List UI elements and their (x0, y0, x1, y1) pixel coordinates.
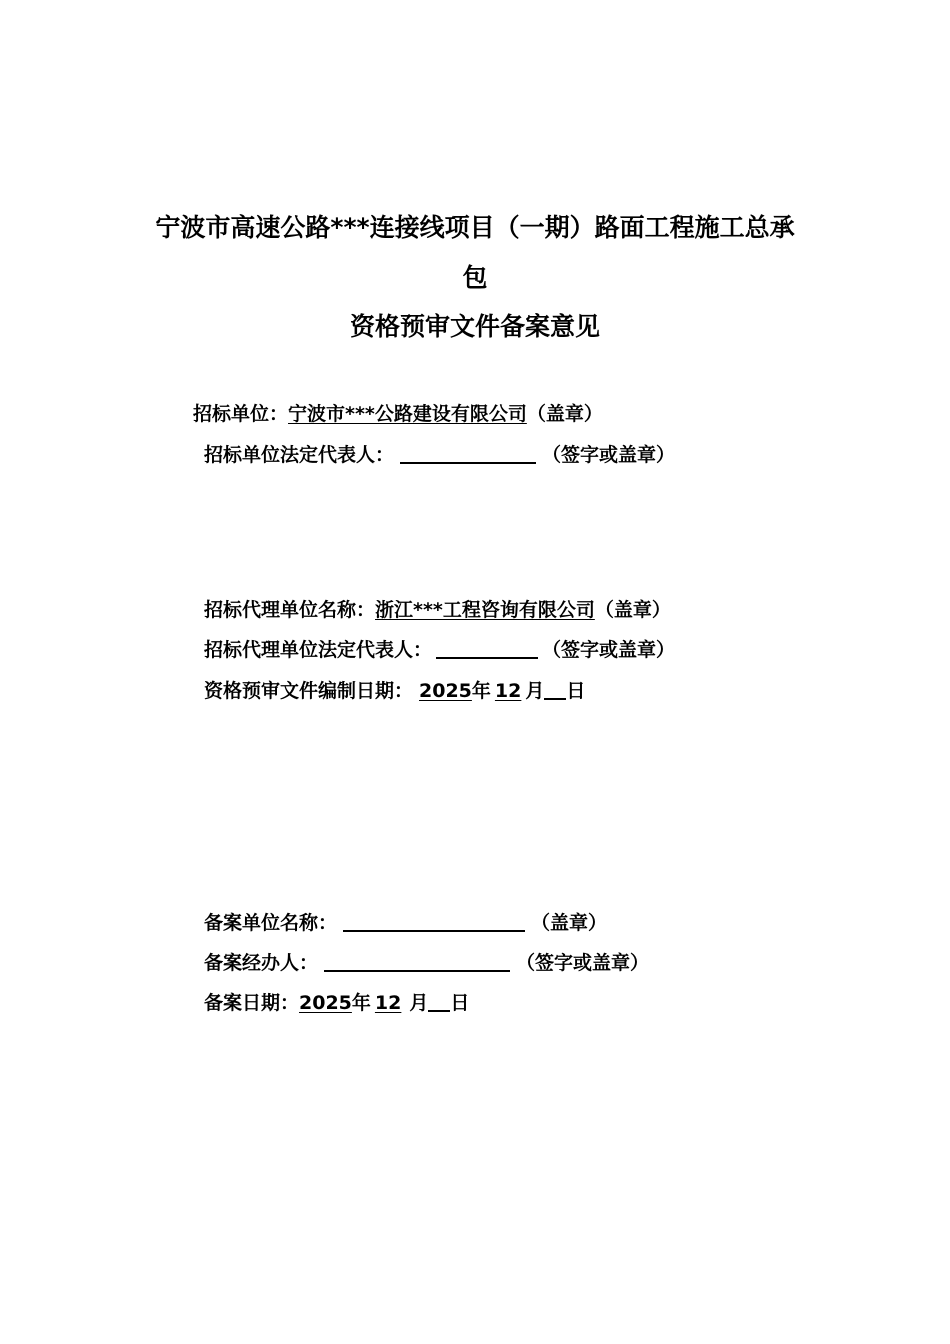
tenderer-rep-label: 招标单位法定代表人： (204, 444, 395, 466)
agent-date-day-unit: 日 (566, 680, 586, 702)
filing-date-day-unit: 日 (450, 992, 470, 1014)
agent-date-label: 资格预审文件编制日期： (204, 680, 414, 702)
tenderer-rep-signature-blank[interactable] (400, 442, 536, 464)
filing-date-row (204, 990, 469, 1016)
agent-rep-signature-blank[interactable] (436, 637, 538, 659)
filing-unit-seal-note: （盖章） (531, 912, 608, 934)
filing-date-year: 2025 (299, 992, 352, 1014)
agent-rep-row (204, 637, 675, 663)
filing-handler-note: （签字或盖章） (516, 952, 650, 974)
agent-date-day-blank[interactable] (544, 678, 566, 700)
agent-rep-label: 招标代理单位法定代表人： (204, 639, 433, 661)
agent-date-year-unit: 年 (471, 680, 491, 702)
agent-name: 浙江***工程咨询有限公司 (375, 599, 595, 621)
tenderer-name: 宁波市***公路建设有限公司 (288, 403, 527, 425)
title-line-2: 包 (462, 263, 488, 292)
agent-date-month: 12 (494, 680, 522, 702)
agent-date-year: 2025 (419, 680, 472, 702)
agent-rep-note: （签字或盖章） (542, 639, 676, 661)
tenderer-rep-note: （签字或盖章） (542, 444, 676, 466)
filing-date-month-unit: 月 (409, 992, 429, 1014)
tenderer-rep-row (204, 442, 675, 468)
filing-unit-blank[interactable] (343, 910, 525, 932)
agent-seal-note: （盖章） (594, 599, 671, 621)
agent-label: 招标代理单位名称： (204, 599, 376, 621)
agent-row (204, 597, 671, 623)
filing-handler-row (204, 950, 649, 976)
filing-date-day-blank[interactable] (428, 990, 450, 1012)
title-line-1: 宁波市高速公路***连接线项目（一期）路面工程施工总承 (155, 213, 795, 242)
filing-unit-label: 备案单位名称： (204, 912, 338, 934)
filing-date-year-unit: 年 (351, 992, 371, 1014)
tenderer-row (193, 401, 603, 427)
tenderer-label: 招标单位： (193, 403, 289, 425)
filing-date-month: 12 (374, 992, 402, 1014)
filing-unit-row (204, 910, 607, 936)
filing-handler-blank[interactable] (324, 950, 510, 972)
filing-date-label: 备案日期： (204, 992, 300, 1014)
filing-handler-label: 备案经办人： (204, 952, 319, 974)
agent-date-row (204, 678, 585, 704)
tenderer-seal-note: （盖章） (526, 403, 603, 425)
agent-date-month-unit: 月 (525, 680, 545, 702)
title-line-3: 资格预审文件备案意见 (349, 312, 600, 341)
